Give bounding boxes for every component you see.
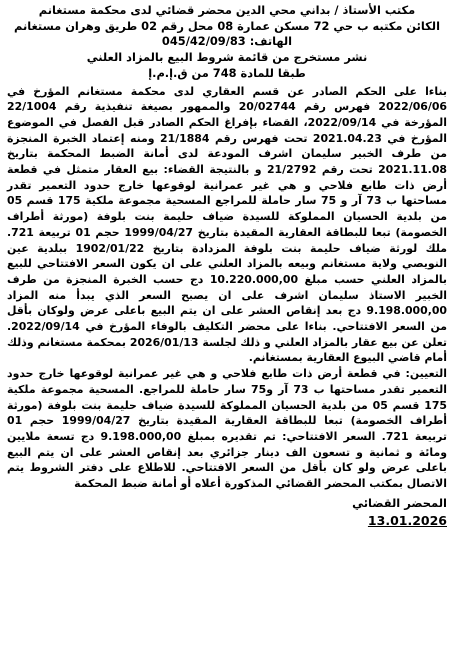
legal-reference: طبقا للمادة 748 من ق.إ.م.إ [148, 65, 306, 80]
designation-paragraph: التعيين: في قطعة أرض ذات طابع فلاحي و هي غير عمرانية لوقوعها خارج حدود التعمير تقدر مساحتها ب 73 آر و75 سار حاملة للمراجع. المسحية مجموعة ملكية 175 قسم 05 من بلدية الحسيان المملوكة للسيدة ضياف حليمة بنت بلوفة (مورثة أطراف الخصومة) تبعا للبطاقة العقارية المقيدة بتاريخ 1999/04/27 حجم 01 تربيعة 721. السعر الافتتاحي: تم تقديره بمبلغ 9.198.000,00 دج تسعة ملايين ومائة و ثمانية و تسعون الف دينار جزائري بعد إنقاص العشر على ان يتم البيع باعلى عرض ولو كان بأقل من السعر الافتتاحي. للاطلاع على دفتر الشروط يتم الاتصال بمكتب المحضر القضائي المذكورة أعلاه أو أمانة ضبط المحكمة [7, 367, 448, 491]
notice-title: نشر مستخرج من قائمة شروط البيع بالمزاد العلني [86, 50, 368, 65]
notice-header [7, 3, 447, 82]
notice-footer [7, 494, 447, 530]
judgment-paragraph: بناءا على الحكم الصادر عن قسم العقاري لدى محكمة مستغانم المؤرخ في 2022/06/06 فهرس رقم 20/02744 والممهور بصيغة تنفيذية رقم 22/1004 المؤرخة في 2022/09/14، القضاء بإفراغ الحكم الصادر قبل الفصل في الموضوع المؤرخ في 2021.04.23 تحت فهرس رقم 21/1884 ومنه إعتماد الخبرة المنجزة من طرف الخبير سليمان اشرف المودعة لدى أمانة الضبط المحكمة بتاريخ 2021.11.08 تحت رقم 21/2792 و بالنتيجة القضاء: بيع العقار متمثل في قطعة أرض ذات طابع فلاحي و هي غير عمرانية لوقوعها خارج حدود التعمير تقدر مساحتها ب 73 آر و 75 سار حاملة للمراجع المسحية مجموعة ملكية 175 قسم 05 من بلدية الحسيان المملوكة للسيدة ضياف حليمة بنت بلوفة (مورثة أطراف الخصومة) تبعا للبطاقة العقارية المقيدة بتاريخ 1999/04/27 حجم 01 تربيعة 721. ملك لورثة ضياف حليمة بنت بلوفة المزدادة بتاريخ 1902/01/22 ببلدية عين النويصي ولاية مستغانم وبيعه بالمزاد العلني على ان يكون السعر الافتتاحي للبيع بالمزاد العلني حسب مبلغ 10.220.000,00 دج حسب الخبرة المنجزة من طرف الخبير الاستاذ سليمان اشرف على ان يصبح السعر الذي يبدأ منه المزاد 9.198.000,00 دج بعد إنقاص العشر على ان يتم البيع باعلى عرض ولوكان بأقل من السعر الافتتاحي. بناءا على محضر التكليف بالوفاء المؤرخ في 2022/09/14. تعلن عن بيع عقار بالمزاد العلني و ذلك لجلسة 2026/01/13 بمحكمة مستغانم وذلك أمام قاضي البيوع العقارية بمستغانم. [7, 84, 448, 365]
notice-body [7, 84, 447, 492]
phone-line: الهاتف: 045/42/09/83 [161, 34, 293, 49]
address-line: الكائن مكتبه ب حي 72 مسكن عمارة 08 محل رقم 02 طريق وهران مستغانم [14, 18, 440, 33]
notice-date: 13.01.2026 [367, 512, 447, 528]
office-line: مكتب الأستاذ / بداني محي الدين محضر قضائي لدى محكمة مستغانم [38, 3, 416, 17]
bailiff-signature: المحضر القضائي [352, 495, 447, 510]
